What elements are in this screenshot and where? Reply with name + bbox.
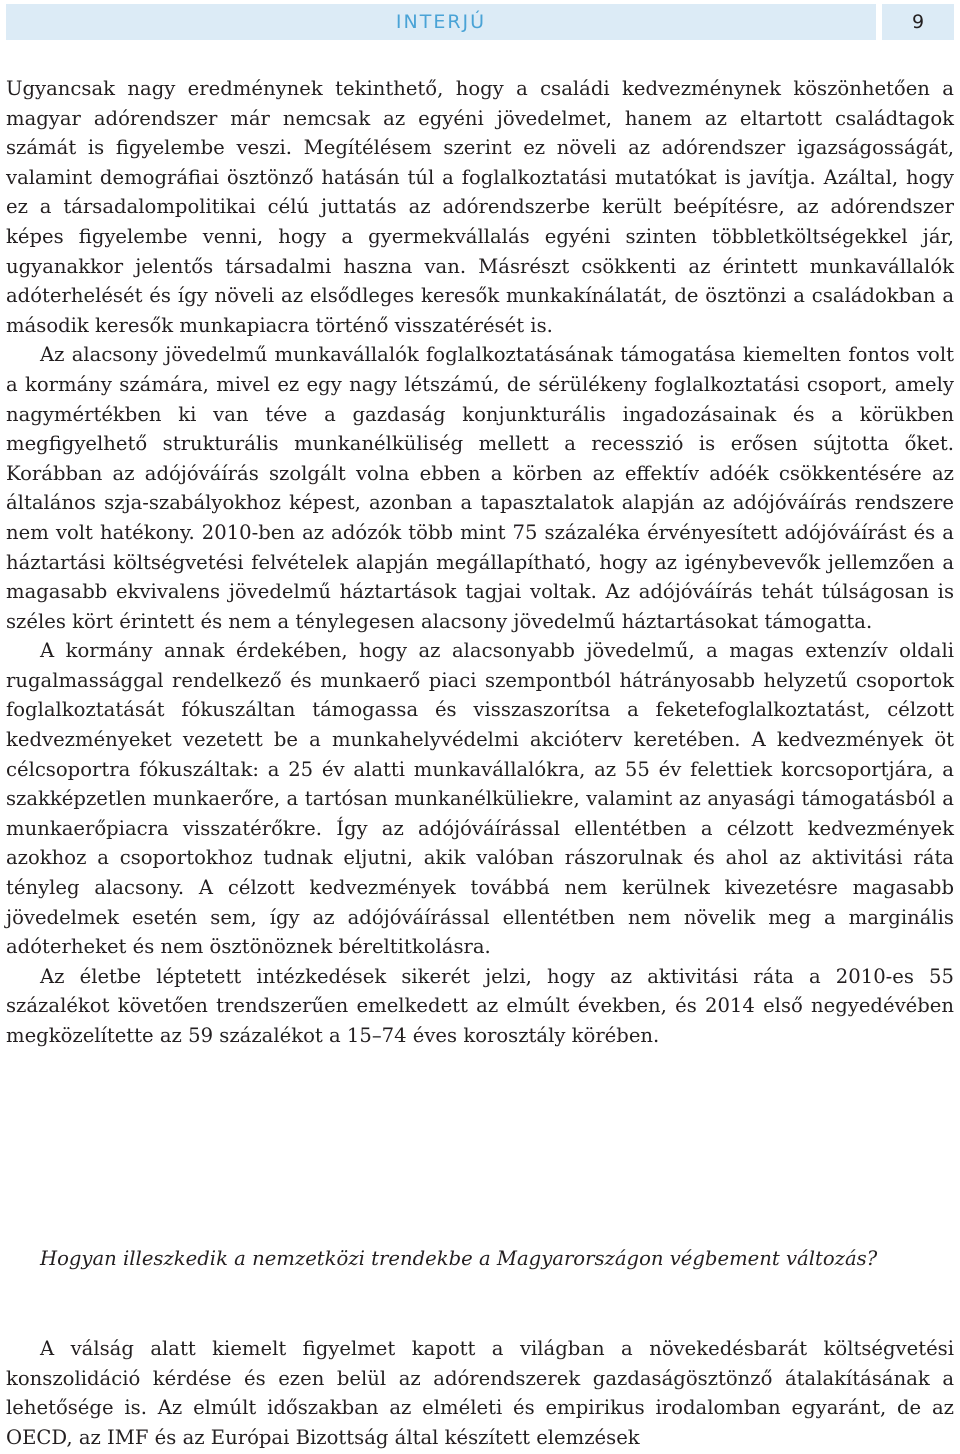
interview-question: Hogyan illeszkedik a nemzetközi trendekbe a Magyarországon végbement változás? [40, 1247, 878, 1270]
paragraph: A kormány annak érdekében, hogy az alacsonyabb jövedelmű, a magas extenzív oldali rugalmassággal rendelkező és munkaerő piaci szempontból hátrányosabb helyzetű csoportok foglalkoztatását fókuszáltan támogassa és visszaszorítsa a feketefoglalkoztatást, célzott kedvezményeket vezetett be a munkahelyvédelmi akcióterv keretében. A kedvezmények öt célcsoportra fókuszáltak: a 25 év alatti munkavállalókra, az 55 év felettiek korcsoportjára, a szakképzetlen munkaerőre, a tartósan munkanélküliekre, valamint az anyasági támogatásból a munkaerőpiacra visszatérőkre. Így az adójóváírással ellentétben a célzott kedvezmények azokhoz a csoportokhoz tudnak eljutni, akik valóban rászorulnak és ahol az aktivitási ráta tényleg alacsony. A célzott kedvezmények továbbá nem kerülnek kivezetésre magasabb jövedelmek esetén sem, így az adójóváírással ellentétben nem növelik meg a marginális adóterheket és nem ösztönöznek béreltitkolásra. [6, 639, 954, 959]
paragraph: Ugyancsak nagy eredménynek tekinthető, hogy a családi kedvezménynek köszönhetően a magyar adórendszer már nemcsak az egyéni jövedelmet, hanem az eltartott családtagok számát is figyelembe veszi. Megítélésem szerint ez növeli az adórendszer igazságosságát, valamint demográfiai ösztönző hatásán túl a foglalkoztatási mutatókat is javítja. Azáltal, hogy ez a társadalompolitikai célú juttatás az adórendszerbe került beépítésre, az adórendszer képes figyelembe venni, hogy a gyermekvállalás egyéni szinten többletköltségekkel jár, ugyanakkor jelentős társadalmi haszna van. Másrészt csökkenti az érintett munkavállalók adóterhelését és így növeli az elsődleges keresők munkakínálatát, de ösztönzi a családokban a második keresők munkapiacra történő visszatérését is. [6, 77, 954, 337]
section-title: INTERJÚ [395, 11, 487, 33]
page-header [6, 4, 954, 40]
interview-answer [6, 1334, 954, 1452]
paragraph: Az életbe léptetett intézkedések sikerét jelzi, hogy az aktivitási ráta a 2010-es 55 százalékot követően trendszerűen emelkedett az elmúlt években, és 2014 első negyedévében megközelítette az 59 százalékot a 15–74 éves korosztály körében. [6, 964, 954, 1047]
article-body [6, 74, 954, 1051]
paragraph: Az alacsony jövedelmű munkavállalók foglalkoztatásának támogatása kiemelten fontos volt a kormány számára, mivel ez egy nagy létszámú, de sérülékeny foglalkoztatási csoport, amely nagymértékben ki van téve a gazdaság konjunkturális ingadozásainak és a körükben megfigyelhető strukturális munkanélküliség mellett a recesszió is erősen sújtotta őket. Korábban az adójóváírás szolgált volna ebben a körben az effektív adóék csökkentésére az általános szja-szabályokhoz képest, azonban a tapasztalatok alapján az adójóváírás rendszere nem volt hatékony. 2010-ben az adózók több mint 75 százaléka érvényesített adójóváírást és a háztartási költségvetési felvételek alapján megállapítható, hogy az igénybevevők jellemzően a magasabb ekvivalens jövedelmű háztartások tagjai voltak. Az adójóváírás tehát túlságosan is széles kört érintett és nem a ténylegesen alacsony jövedelmű háztartásokat támogatta. [6, 343, 954, 633]
page-number: 9 [882, 4, 954, 40]
paragraph: A válság alatt kiemelt figyelmet kapott a világban a növekedésbarát költségvetési konszolidáció kérdése és ezen belül az adórendszerek gazdaságösztönző átalakításának a lehetősége is. Az elmúlt időszakban az elméleti és empirikus irodalomban egyaránt, de az OECD, az IMF és az Európai Bizottság által készített elemzések [6, 1337, 954, 1449]
